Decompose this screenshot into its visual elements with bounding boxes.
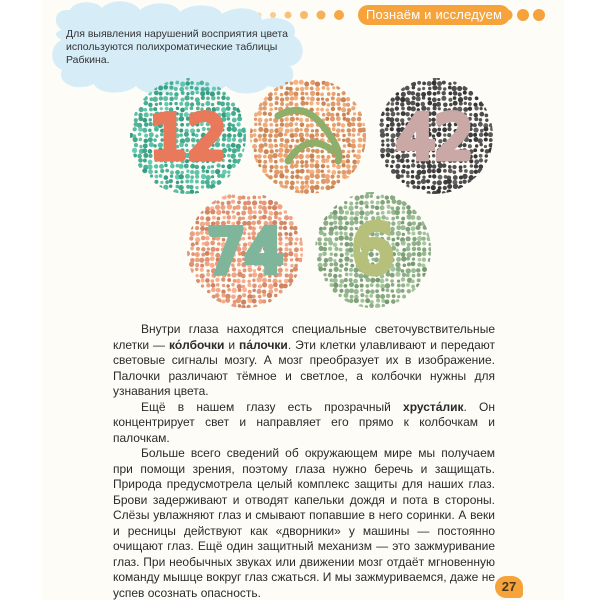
plate-3-digits: 42 — [396, 103, 474, 173]
body-text — [113, 322, 495, 601]
plate-4-digits: 74 — [206, 217, 284, 287]
plate-1-digits: 12 — [149, 103, 227, 173]
plate-5-digits: 6 — [352, 211, 394, 288]
color-plate-4 — [185, 194, 304, 308]
callout-text: Для выявления нарушений восприятия цвета используются полихроматические таблицы Рабкина. — [66, 28, 288, 66]
paragraph-1: Внутри глаза находятся специальные светочувствительные клетки — ко́лбочки и па́лочки. Эти клетки улавливают и передают световые сигналы мозгу. А мозг преобразует их в изображение. Палочки различают тёмное и светлое, а колбочки нужны для узнавания цвета. — [113, 322, 496, 398]
paragraph-2: Ещё в нашем глазу есть прозрачный хруста́лик. Он концентрирует свет и направляет его прямо к колбочкам и палочкам. — [113, 399, 495, 445]
term-khrustalik: хруста́лик — [403, 399, 464, 414]
page-number: 27 — [495, 576, 523, 598]
color-plate-2 — [248, 80, 368, 195]
rabkin-plates — [128, 78, 498, 308]
term-kolbochki: ко́лбочки — [169, 337, 225, 352]
color-plate-1 — [128, 78, 247, 196]
paragraph-3: Больше всего сведений об окружающем мире мы получаем при помощи зрения, поэтому глаза нужно беречь и защищать. Природа предусмотрела целый комплекс защиты для наших глаз. Брови задерживают и отводят капельки дождя и пота в стороны. Слёзы увлажняют глаз и смывают попавшие в него соринки. А веки и ресницы действуют как «дворники» у машины — постоянно очищают глаз. Ещё один защитный механизм — это зажмуривание глаз. При необычных звуках или движении мозг отдаёт мгновенную команду мышце вокруг глаз сжаться. И мы зажмуриваемся, даже не успев осознать опасность. — [113, 446, 495, 600]
color-plate-5 — [314, 190, 433, 308]
color-plate-3 — [379, 78, 494, 196]
term-palochki: па́лочки — [239, 337, 288, 352]
section-label: Познаём и исследуем — [358, 5, 510, 25]
